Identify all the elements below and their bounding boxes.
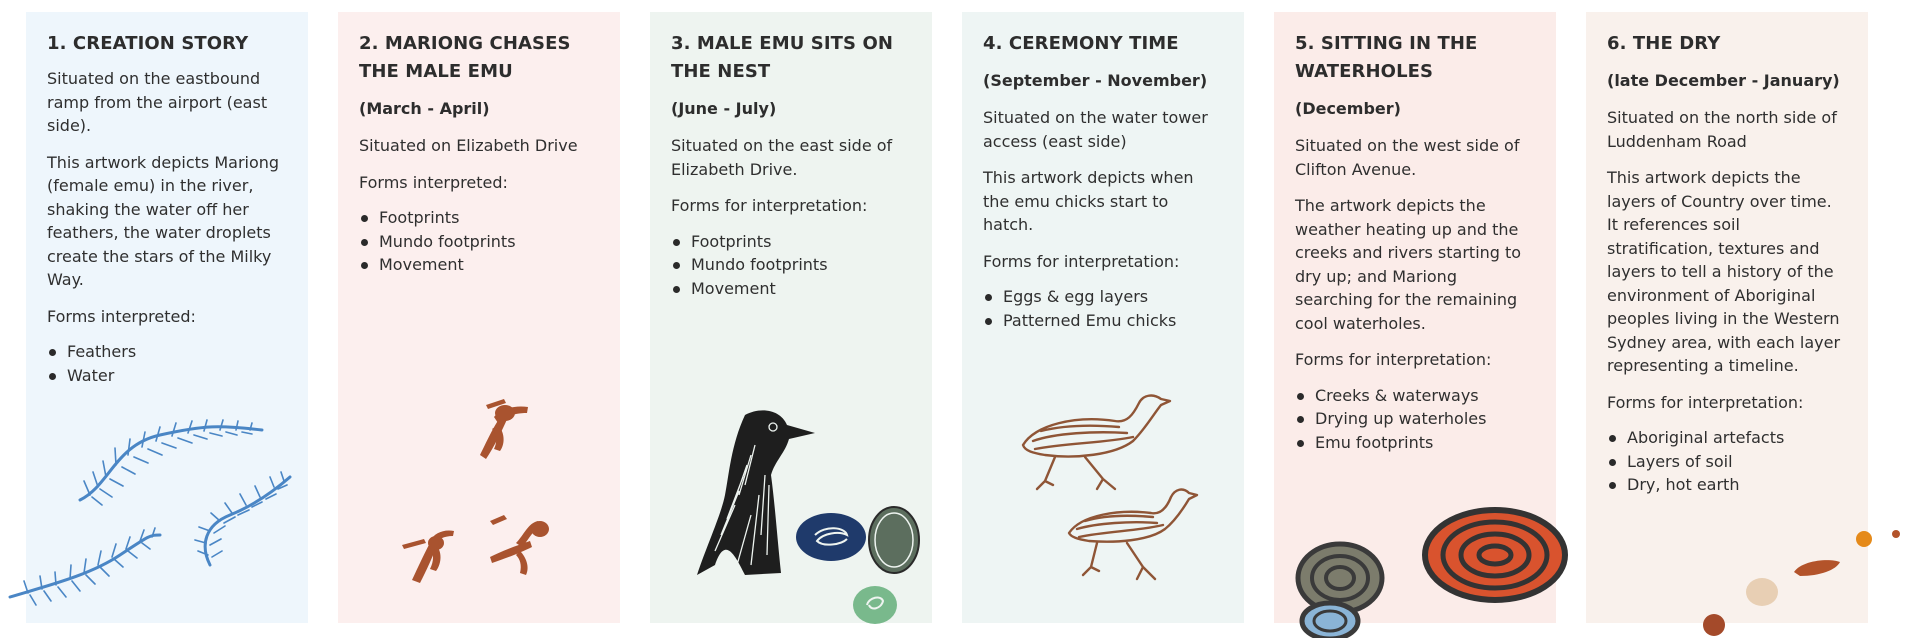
panel-title: 3. MALE EMU SITS ON THE NEST: [671, 33, 894, 82]
list-item: Eggs & egg layers: [983, 285, 1223, 309]
forms-list: [359, 206, 599, 277]
list-item: Aboriginal artefacts: [1607, 426, 1847, 450]
panel-location: Situated on the west side of Clifton Avenue.: [1295, 136, 1520, 179]
list-item: Feathers: [47, 340, 287, 364]
emu-chicks-icon: [1015, 385, 1205, 605]
panel-title: 5. SITTING IN THE WATERHOLES: [1295, 33, 1478, 82]
list-item: Footprints: [359, 206, 599, 230]
list-item: Mundo footprints: [359, 230, 599, 254]
panel-forms-label: Forms for interpretation:: [1607, 392, 1804, 412]
panel-title: 2. MARIONG CHASES THE MALE EMU: [359, 33, 571, 82]
earth-stones-icon: [1690, 520, 1910, 638]
list-item: Patterned Emu chicks: [983, 309, 1223, 333]
feathers-icon: [0, 405, 310, 620]
panel-season: (June - July): [671, 99, 777, 118]
list-item: Drying up waterholes: [1295, 407, 1535, 431]
list-item: Movement: [671, 277, 911, 301]
forms-list: [47, 340, 287, 387]
forms-list: [1295, 384, 1535, 455]
panel-description: The artwork depicts the weather heating up and the creeks and rivers starting to dry up; and Mariong searching for the remaining cool waterholes.: [1295, 196, 1522, 333]
panel-location: Situated on the north side of Luddenham Road: [1607, 108, 1837, 151]
panel-forms-label: Forms for interpretation:: [671, 196, 868, 215]
panel-location: Situated on the water tower access (east side): [983, 108, 1208, 151]
panel-location: Situated on Elizabeth Drive: [359, 136, 578, 155]
panel-description: This artwork depicts the layers of Country over time. It references soil stratification, textures and layers to tell a history of the environment of Aboriginal peoples living in the Western Sydney area, with each layer representing a timeline.: [1607, 168, 1841, 375]
panel-location: Situated on the eastbound ramp from the airport (east side).: [47, 69, 268, 135]
panel-season: (late December - January): [1607, 71, 1840, 90]
list-item: Creeks & waterways: [1295, 384, 1535, 408]
panel-forms-label: Forms interpreted:: [359, 172, 508, 192]
panel-title: 6. THE DRY: [1607, 33, 1721, 54]
eggs-icon: [795, 505, 930, 625]
panel-title: 4. CEREMONY TIME: [983, 33, 1179, 54]
forms-list: [983, 285, 1223, 332]
panel-forms-label: Forms for interpretation:: [983, 251, 1180, 271]
panel-description: This artwork depicts Mariong (female emu) in the river, shaking the water off her feathers, the water droplets create the stars of the Milky Way.: [47, 152, 280, 289]
list-item: Movement: [359, 253, 599, 277]
panel-season: (March - April): [359, 99, 490, 118]
list-item: Emu footprints: [1295, 431, 1535, 455]
forms-list: [1607, 426, 1847, 497]
forms-list: [671, 230, 911, 301]
panel-location: Situated on the east side of Elizabeth Drive.: [671, 136, 893, 179]
panel-season: (September - November): [983, 71, 1208, 90]
panel-forms-label: Forms for interpretation:: [1295, 350, 1492, 369]
list-item: Dry, hot earth: [1607, 473, 1847, 497]
list-item: Mundo footprints: [671, 253, 911, 277]
panel-description: This artwork depicts when the emu chicks start to hatch.: [983, 168, 1194, 234]
waterholes-icon: [1290, 505, 1570, 638]
panel-forms-label: Forms interpreted:: [47, 306, 196, 326]
footprints-icon: [390, 395, 570, 600]
panel-title: 1. CREATION STORY: [47, 33, 249, 54]
list-item: Water: [47, 364, 287, 388]
panel-season: (December): [1295, 99, 1401, 118]
list-item: Footprints: [671, 230, 911, 254]
list-item: Layers of soil: [1607, 450, 1847, 474]
